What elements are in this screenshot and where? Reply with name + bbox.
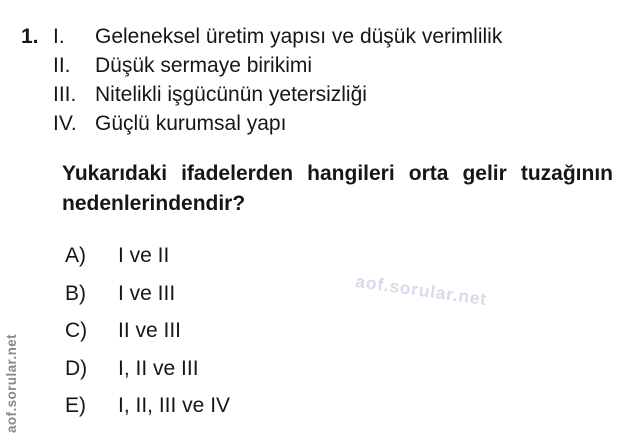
- watermark-center: aof.sorular.net: [354, 271, 489, 310]
- statement-numeral: II.: [53, 54, 71, 77]
- option-item-e: [65, 387, 230, 425]
- option-text: I, II ve III: [118, 356, 199, 380]
- option-letter: E): [65, 394, 86, 417]
- option-letter: A): [65, 244, 86, 267]
- statement-text: Nitelikli işgücünün yetersizliği: [95, 83, 367, 106]
- option-item-a: [65, 237, 230, 275]
- option-item-d: [65, 350, 230, 388]
- statement-numeral: IV.: [53, 112, 77, 135]
- option-text: I ve II: [118, 244, 170, 267]
- option-list: [65, 237, 230, 425]
- statement-item: [53, 80, 502, 109]
- option-letter: C): [65, 319, 88, 342]
- statement-numeral: III.: [53, 83, 77, 106]
- statement-item: [53, 51, 502, 80]
- statement-text: Düşük sermaye birikimi: [95, 54, 313, 77]
- watermark-left: aof.sorular.net: [4, 333, 19, 433]
- option-text: I, II, III ve IV: [118, 394, 231, 417]
- option-letter: B): [65, 281, 86, 305]
- statement-item: [53, 109, 502, 138]
- option-text: I ve III: [118, 281, 176, 305]
- option-letter: D): [65, 356, 88, 380]
- statement-list: [53, 22, 502, 138]
- option-item-c: [65, 312, 230, 350]
- statement-text: Güçlü kurumsal yapı: [95, 112, 287, 135]
- question-stem: Yukarıdaki ifadelerden hangileri orta gelir tuzağının nedenlerindendir?: [62, 162, 613, 215]
- statement-text: Geleneksel üretim yapısı ve düşük verimlilik: [95, 25, 503, 48]
- statement-item: [53, 22, 502, 51]
- option-item-b: [65, 275, 230, 313]
- statement-numeral: I.: [53, 25, 65, 48]
- option-text: II ve III: [118, 319, 182, 342]
- question-number: 1.: [21, 25, 39, 48]
